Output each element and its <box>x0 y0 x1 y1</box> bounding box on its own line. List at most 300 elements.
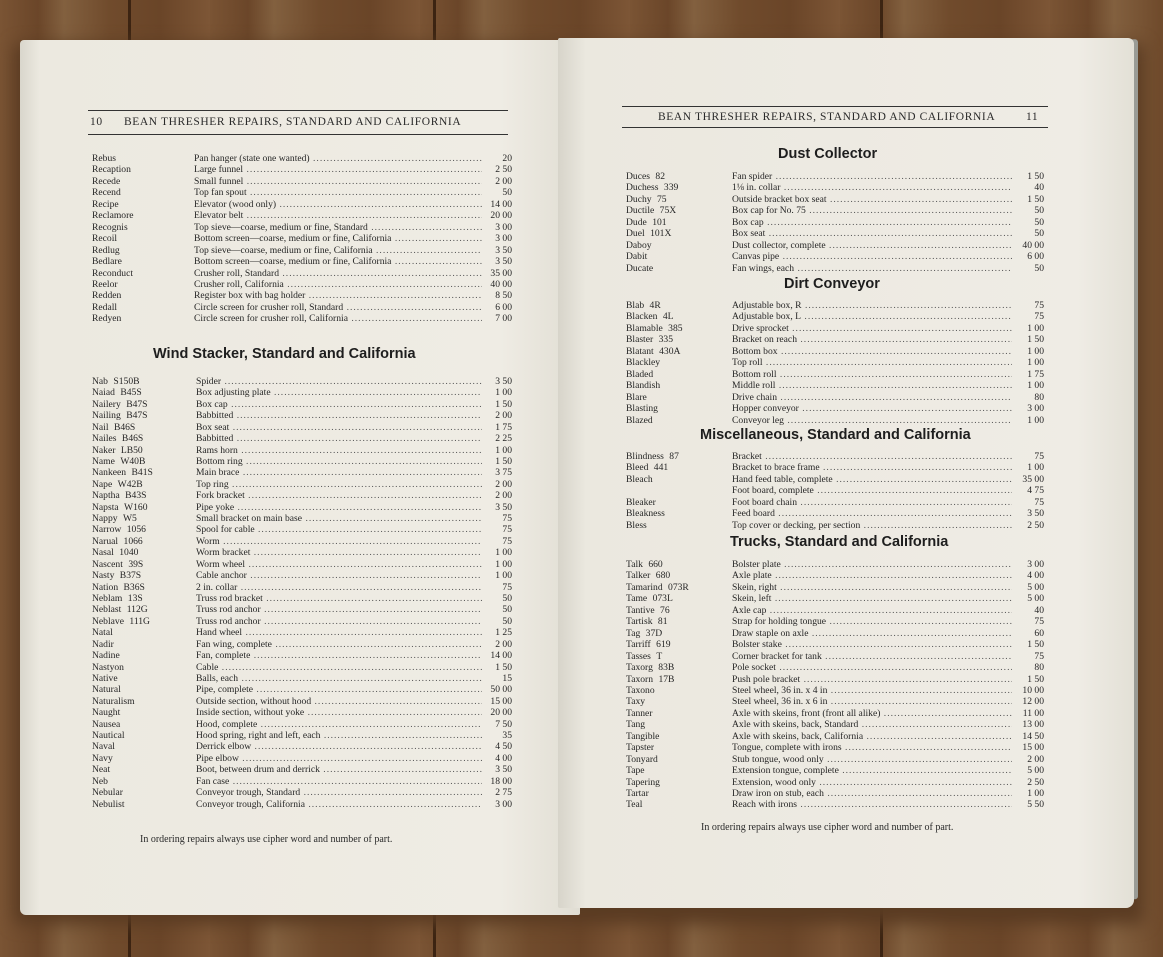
parts-row <box>92 730 512 741</box>
parts-row <box>626 474 1044 485</box>
cipher-word-cell <box>92 604 196 615</box>
page-header: BEAN THRESHER REPAIRS, STANDARD AND CALIFORNIA <box>124 116 462 128</box>
parts-row <box>626 742 1044 753</box>
part-description: Babbitted ..... <box>196 433 482 444</box>
part-description: Pan hanger (state one wanted) ..... <box>194 153 482 164</box>
part-price: 80 <box>1034 662 1044 674</box>
cipher-word: Natal <box>92 627 113 639</box>
part-number: 13S <box>127 592 143 604</box>
cipher-word: Naught <box>92 707 121 719</box>
part-price: 1 50 <box>1027 673 1044 685</box>
part-description: 1⅛ in. collar ..... <box>732 182 1012 193</box>
cipher-word-cell <box>626 217 732 228</box>
part-price: 4 00 <box>1027 570 1044 582</box>
part-description: Foot board, complete ..... <box>732 485 1012 496</box>
part-price: 4 50 <box>495 741 512 753</box>
part-description: Bottom screen—coarse, medium or fine, California ..... <box>194 256 482 267</box>
cipher-word: Blab <box>626 300 645 311</box>
cipher-word-cell <box>626 662 732 673</box>
part-description: Rams horn ..... <box>196 445 482 456</box>
part-price: 75 <box>502 581 512 593</box>
cipher-word-cell <box>92 684 196 695</box>
part-price: 80 <box>1034 391 1044 403</box>
part-price: 4 00 <box>495 752 512 764</box>
parts-row <box>92 696 512 707</box>
parts-row <box>92 799 512 810</box>
part-description: Pipe yoke ..... <box>196 502 482 513</box>
cipher-word: Reelor <box>92 278 118 290</box>
cipher-word: Duces <box>626 171 650 182</box>
parts-row <box>626 508 1044 519</box>
parts-row <box>626 228 1044 239</box>
cipher-word: Bless <box>626 519 647 531</box>
cipher-word-cell <box>626 485 732 496</box>
part-description: Middle roll ..... <box>732 380 1012 391</box>
cipher-word: Recend <box>92 187 121 199</box>
parts-row <box>626 205 1044 216</box>
cipher-word-cell <box>92 696 196 707</box>
cipher-word: Blackley <box>626 357 661 369</box>
parts-row <box>92 387 512 398</box>
part-price: 4 75 <box>1027 485 1044 497</box>
part-description: Fan spider ..... <box>732 171 1012 182</box>
parts-row <box>626 559 1044 570</box>
part-price: 20 <box>502 153 512 164</box>
cipher-word: Native <box>92 672 118 684</box>
part-price: 5 50 <box>1027 799 1044 811</box>
cipher-word-cell <box>626 508 732 519</box>
section-title: Miscellaneous, Standard and California <box>700 427 971 443</box>
cipher-word-cell <box>626 616 732 627</box>
cipher-word: Duchy <box>626 193 652 205</box>
cipher-word-cell <box>626 369 732 380</box>
part-description: Bottom screen—coarse, medium or fine, California ..... <box>194 233 482 244</box>
part-price: 75 <box>1034 650 1044 662</box>
part-number: W40B <box>120 455 146 467</box>
page-footer: In ordering repairs always use cipher word and number of part. <box>140 834 393 845</box>
parts-row <box>92 456 512 467</box>
part-description: Fork bracket ..... <box>196 490 482 501</box>
cipher-word: Taxono <box>626 684 655 696</box>
cipher-word-cell <box>626 777 732 788</box>
cipher-word: Tarriff <box>626 639 651 651</box>
part-number: 39S <box>128 558 144 570</box>
part-description: Large funnel ..... <box>194 164 482 175</box>
left-page <box>20 40 580 915</box>
cipher-word: Reconduct <box>92 267 134 279</box>
part-price: 2 00 <box>495 490 512 502</box>
part-description: Stub tongue, wood only ..... <box>732 754 1012 765</box>
cipher-word-cell <box>626 474 732 485</box>
cipher-word: Talk <box>626 559 643 570</box>
part-price: 2 50 <box>1027 776 1044 788</box>
part-price: 3 00 <box>495 221 512 233</box>
cipher-word-cell <box>92 616 196 627</box>
cipher-word: Redden <box>92 290 122 302</box>
part-price: 1 00 <box>1027 380 1044 392</box>
parts-row <box>626 485 1044 496</box>
part-description: Draw iron on stub, each ..... <box>732 788 1012 799</box>
cipher-word: Narrow <box>92 524 122 536</box>
part-price: 50 <box>502 187 512 199</box>
cipher-word: Reclamore <box>92 210 134 222</box>
parts-row <box>626 300 1044 311</box>
parts-row <box>626 182 1044 193</box>
part-number: 441 <box>653 462 669 474</box>
part-description: Truss rod anchor ..... <box>196 604 482 615</box>
part-price: 1 00 <box>1027 462 1044 474</box>
part-description: Worm wheel ..... <box>196 559 482 570</box>
part-price: 12 00 <box>1022 696 1044 708</box>
cipher-word-cell <box>626 559 732 570</box>
part-price: 40 00 <box>490 278 512 290</box>
cipher-word-cell <box>626 263 732 274</box>
cipher-word-cell <box>626 171 732 182</box>
part-price: 1 00 <box>495 547 512 559</box>
cipher-word: Tamarind <box>626 581 663 593</box>
part-price: 1 00 <box>1027 345 1044 357</box>
part-description: Canvas pipe ..... <box>732 251 1012 262</box>
cipher-word-cell <box>626 497 732 508</box>
cipher-word-cell <box>626 520 732 531</box>
part-description: Drive chain ..... <box>732 392 1012 403</box>
parts-row <box>626 171 1044 182</box>
part-price: 13 00 <box>1022 719 1044 731</box>
parts-row <box>626 263 1044 274</box>
cipher-word: Nadine <box>92 650 120 662</box>
part-description: Circle screen for crusher roll, California ..... <box>194 313 482 324</box>
part-price: 5 00 <box>1027 765 1044 777</box>
cipher-word: Naptha <box>92 490 120 502</box>
cipher-word-cell <box>626 334 732 345</box>
part-price: 2 00 <box>1027 753 1044 765</box>
part-price: 18 00 <box>490 775 512 787</box>
part-description: Boot, between drum and derrick ..... <box>196 764 482 775</box>
cipher-word: Redlug <box>92 244 120 256</box>
cipher-word-cell <box>92 456 196 467</box>
part-price: 1 50 <box>495 661 512 673</box>
cipher-word-cell <box>626 346 732 357</box>
parts-row <box>92 153 512 164</box>
parts-row <box>626 392 1044 403</box>
parts-row <box>92 787 512 798</box>
parts-row <box>92 422 512 433</box>
parts-row <box>92 662 512 673</box>
cipher-word-cell <box>626 593 732 604</box>
part-description: Adjustable box, L ..... <box>732 311 1012 322</box>
part-price: 1 00 <box>1027 322 1044 334</box>
cipher-word: Bedlare <box>92 256 122 268</box>
cipher-word: Nasal <box>92 547 114 559</box>
part-price: 2 25 <box>495 433 512 445</box>
part-description: Drive sprocket ..... <box>732 323 1012 334</box>
cipher-word: Blare <box>626 391 647 403</box>
cipher-word: Tasses <box>626 650 651 662</box>
part-price: 2 75 <box>495 787 512 799</box>
parts-row <box>626 754 1044 765</box>
part-number: 81 <box>657 616 668 628</box>
parts-row <box>626 323 1044 334</box>
parts-row <box>626 403 1044 414</box>
part-description: Bracket to brace frame ..... <box>732 462 1012 473</box>
part-price: 15 <box>502 672 512 684</box>
cipher-word-cell <box>92 222 194 233</box>
cipher-word: Duchess <box>626 182 659 194</box>
part-number: 17B <box>658 673 675 685</box>
cipher-word-cell <box>626 605 732 616</box>
part-price: 50 00 <box>490 684 512 696</box>
parts-row <box>626 685 1044 696</box>
cipher-word-cell <box>626 392 732 403</box>
cipher-word: Blazed <box>626 414 653 426</box>
cipher-word-cell <box>92 650 196 661</box>
part-price: 14 00 <box>490 198 512 210</box>
part-description: Spool for cable ..... <box>196 524 482 535</box>
parts-row <box>92 719 512 730</box>
cipher-word-cell <box>626 719 732 730</box>
cipher-word: Neb <box>92 775 108 787</box>
part-description: Bolster plate ..... <box>732 559 1012 570</box>
cipher-word-cell <box>92 153 194 164</box>
parts-row <box>626 217 1044 228</box>
part-number: 660 <box>648 559 663 570</box>
cipher-word-cell <box>626 742 732 753</box>
part-description: Bottom roll ..... <box>732 369 1012 380</box>
part-price: 75 <box>1034 311 1044 323</box>
part-price: 75 <box>502 535 512 547</box>
part-price: 3 00 <box>495 798 512 810</box>
part-description: Worm ..... <box>196 536 482 547</box>
cipher-word: Taxorn <box>626 673 654 685</box>
cipher-word: Nail <box>92 421 109 433</box>
part-price: 3 50 <box>495 244 512 256</box>
part-price: 8 50 <box>495 290 512 302</box>
parts-row <box>92 502 512 513</box>
part-price: 1 50 <box>495 455 512 467</box>
part-number: B41S <box>131 467 153 479</box>
cipher-word: Tame <box>626 593 648 605</box>
parts-row <box>626 415 1044 426</box>
part-price: 5 00 <box>1027 581 1044 593</box>
cipher-word: Ducate <box>626 262 654 274</box>
parts-row <box>626 765 1044 776</box>
part-price: 3 50 <box>495 501 512 513</box>
part-price: 60 <box>1034 627 1044 639</box>
part-description: Box seat ..... <box>196 422 482 433</box>
part-price: 75 <box>502 513 512 525</box>
cipher-word-cell <box>626 228 732 239</box>
part-description: Bolster stake ..... <box>732 639 1012 650</box>
cipher-word-cell <box>92 536 196 547</box>
cipher-word-cell <box>92 467 196 478</box>
cipher-word-cell <box>92 210 194 221</box>
part-number: 1066 <box>123 535 143 547</box>
cipher-word-cell <box>92 233 194 244</box>
cipher-word: Nausea <box>92 718 121 730</box>
cipher-word: Bladed <box>626 368 654 380</box>
part-description: Box cap ..... <box>732 217 1012 228</box>
part-price: 1 00 <box>495 570 512 582</box>
part-description: Derrick elbow ..... <box>196 741 482 752</box>
cipher-word: Naturalism <box>92 695 135 707</box>
part-price: 35 <box>502 730 512 742</box>
part-description: Top cover or decking, per section ..... <box>732 520 1012 531</box>
part-price: 50 <box>1034 216 1044 228</box>
parts-row <box>92 245 512 256</box>
cipher-word: Navy <box>92 752 113 764</box>
part-description: Top roll ..... <box>732 357 1012 368</box>
part-description: Pipe elbow ..... <box>196 753 482 764</box>
parts-row <box>92 559 512 570</box>
parts-row <box>92 524 512 535</box>
part-number: 112G <box>126 604 148 616</box>
part-price: 7 50 <box>495 718 512 730</box>
cipher-word-cell <box>92 268 194 279</box>
part-description: Tongue, complete with irons ..... <box>732 742 1012 753</box>
parts-row <box>92 199 512 210</box>
cipher-word: Redyen <box>92 313 122 325</box>
cipher-word-cell <box>626 570 732 581</box>
part-price: 40 <box>1034 604 1044 616</box>
part-number: 680 <box>655 570 671 582</box>
part-price: 2 00 <box>495 638 512 650</box>
cipher-word: Talker <box>626 570 651 582</box>
cipher-word: Tape <box>626 765 645 777</box>
parts-row <box>92 233 512 244</box>
part-price: 50 <box>502 604 512 616</box>
part-number: 111G <box>129 615 150 627</box>
part-number: B45S <box>120 387 142 399</box>
part-number: B46S <box>121 433 144 445</box>
part-price: 6 00 <box>1027 251 1044 263</box>
cipher-word: Daboy <box>626 239 652 251</box>
part-number: 37D <box>645 627 663 639</box>
part-number: 4R <box>649 300 661 311</box>
cipher-word-cell <box>92 764 196 775</box>
part-description: Adjustable box, R ..... <box>732 300 1012 311</box>
cipher-word: Tapering <box>626 776 660 788</box>
cipher-word: Recede <box>92 175 121 187</box>
part-price: 2 50 <box>495 164 512 176</box>
part-price: 2 50 <box>1027 519 1044 531</box>
parts-row <box>92 222 512 233</box>
part-number: B43S <box>125 490 147 502</box>
part-price: 1 50 <box>1027 193 1044 205</box>
part-description: Hand wheel ..... <box>196 627 482 638</box>
part-price: 2 00 <box>495 410 512 422</box>
part-description: Truss rod bracket ..... <box>196 593 482 604</box>
parts-row <box>92 433 512 444</box>
part-price: 3 00 <box>1027 559 1044 570</box>
cipher-word: Tartar <box>626 788 649 799</box>
part-number: 83B <box>658 662 675 674</box>
cipher-word: Neblave <box>92 615 124 627</box>
parts-row <box>626 616 1044 627</box>
part-price: 6 00 <box>495 301 512 313</box>
part-number: 430A <box>659 345 681 357</box>
part-number: W160 <box>124 501 148 513</box>
parts-row <box>92 176 512 187</box>
page-header: BEAN THRESHER REPAIRS, STANDARD AND CALIFORNIA <box>658 111 996 123</box>
parts-row <box>92 490 512 501</box>
cipher-word-cell <box>92 199 194 210</box>
part-price: 1 25 <box>495 627 512 639</box>
parts-row <box>92 753 512 764</box>
cipher-word: Recognis <box>92 221 128 233</box>
cipher-word-cell <box>92 490 196 501</box>
parts-row <box>92 256 512 267</box>
part-description: Conveyor trough, Standard ..... <box>196 787 482 798</box>
part-price: 50 <box>502 615 512 627</box>
cipher-word: Nailery <box>92 398 121 410</box>
cipher-word: Neblast <box>92 604 122 616</box>
parts-row <box>626 674 1044 685</box>
cipher-word-cell <box>626 300 732 311</box>
part-price: 75 <box>1034 616 1044 628</box>
cipher-word: Recaption <box>92 164 131 176</box>
part-description: Corner bracket for tank ..... <box>732 651 1012 662</box>
part-number: 339 <box>663 182 679 194</box>
cipher-word-cell <box>92 433 196 444</box>
parts-row <box>626 497 1044 508</box>
part-number: B47S <box>126 398 148 410</box>
cipher-word-cell <box>92 245 194 256</box>
cipher-word-cell <box>92 559 196 570</box>
part-description: Box seat ..... <box>732 228 1012 239</box>
part-price: 50 <box>1034 228 1044 240</box>
header-rule <box>88 110 508 111</box>
parts-row <box>92 604 512 615</box>
parts-row <box>92 399 512 410</box>
parts-row <box>92 467 512 478</box>
part-description: Draw staple on axle ..... <box>732 628 1012 639</box>
cipher-word-cell <box>92 376 196 387</box>
part-price: 20 00 <box>490 707 512 719</box>
part-number: 101 <box>652 216 667 228</box>
part-description: Axle cap ..... <box>732 605 1012 616</box>
part-number: B36S <box>123 581 145 593</box>
cipher-word: Teal <box>626 799 643 811</box>
cipher-word-cell <box>626 674 732 685</box>
part-description: Inside section, without yoke ..... <box>196 707 482 718</box>
part-price: 3 50 <box>495 376 512 387</box>
page-number: 10 <box>90 116 103 128</box>
cipher-word: Neblam <box>92 592 123 604</box>
parts-row <box>626 628 1044 639</box>
parts-row <box>626 240 1044 251</box>
cipher-word: Tartisk <box>626 616 653 628</box>
cipher-word-cell <box>92 799 196 810</box>
cipher-word-cell <box>626 708 732 719</box>
part-description: Axle with skeins, back, Standard ..... <box>732 719 1012 730</box>
cipher-word-cell <box>92 627 196 638</box>
parts-row <box>626 194 1044 205</box>
cipher-word-cell <box>92 176 194 187</box>
cipher-word: Naker <box>92 444 116 456</box>
cipher-word: Nebular <box>92 787 123 799</box>
part-description: Axle plate ..... <box>732 570 1012 581</box>
cipher-word-cell <box>626 182 732 193</box>
cipher-word-cell <box>626 357 732 368</box>
parts-row <box>92 570 512 581</box>
parts-row <box>626 369 1044 380</box>
part-description: Top fan spout ..... <box>194 187 482 198</box>
part-price: 14 00 <box>490 650 512 662</box>
parts-row <box>92 582 512 593</box>
part-description: Bracket ..... <box>732 451 1012 462</box>
cipher-word-cell <box>92 399 196 410</box>
parts-row <box>626 462 1044 473</box>
